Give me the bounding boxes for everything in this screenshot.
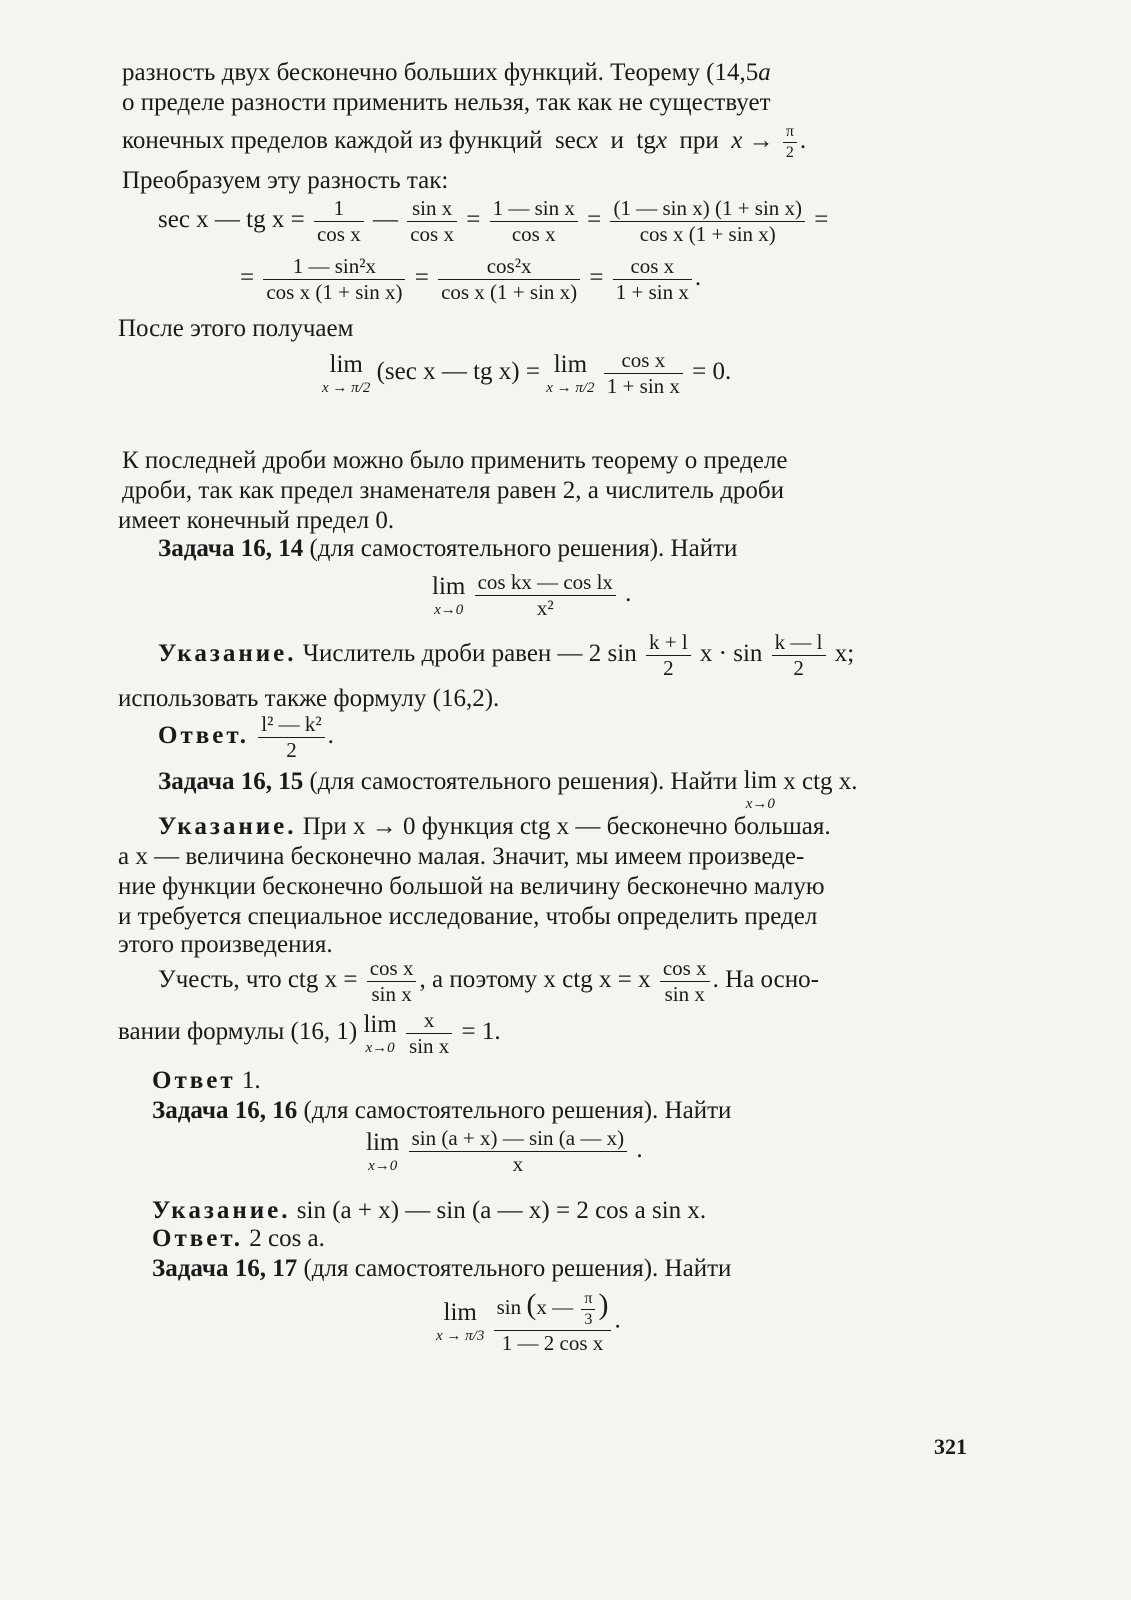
hint-16: Указание. sin (a + x) — sin (a — x) = 2 cos a sin x. (152, 1197, 707, 1224)
text-line: имеет конечный предел 0. (118, 507, 395, 534)
limit: lim x→0 (432, 572, 466, 618)
fraction: sin (x — $\frac{\pi}{3}$ ) 1 — 2 cos x (494, 1290, 612, 1354)
fraction: $\frac{1}{\text{cos x}}$ (314, 198, 364, 245)
text-line: этого произведения. (118, 931, 333, 958)
text-line: К последней дроби можно было применить теорему о пределе (122, 447, 788, 474)
equation-task-14: lim x→0 $\frac{\text{cos kx — cos lx}}{\text{x²}}$ . (432, 570, 632, 620)
fraction: $\frac{\text{cos x}}{\text{sin x}}$ (367, 958, 417, 1005)
fraction: $\frac{\text{l² — k²}}{2}$ (258, 714, 324, 761)
limit: lim x→0 (363, 1010, 397, 1056)
text-line: а x — величина бесконечно малая. Значит, мы имеем произведе- (118, 843, 805, 870)
text-line: Преобразуем эту разность так: (122, 167, 449, 194)
equation-task-16: lim x→0 $\frac{\sin (a + x) — \sin (a — x)}{x}$ . (366, 1126, 643, 1176)
task-heading: Задача 16, 15 (для самостоятельного решения). Найти lim x→0 x ctg x. (158, 767, 858, 812)
text-line: о пределе разности применить нельзя, так как не существует (122, 89, 771, 116)
text-line: ние функции бесконечно большой на величину бесконечно малую (118, 873, 825, 900)
fraction: $\frac{\text{cos²x}}{\text{cos x (1 + sin x)}}$ (438, 256, 580, 303)
equation-task-17: lim x → π/3 sin (x — $\frac{\pi}{3}$ ) 1 — 2 cos x . (436, 1288, 621, 1355)
text-line: и требуется специальное исследование, чтобы определить предел (118, 903, 818, 930)
equation-transform-2: = $\frac{\text{1 — sin²x}}{\text{cos x (1 + sin x)}}$ = $\frac{\text{cos²x}}{\text{cos x (1 + sin x)}}$ = $\frac{\text{cos x}}{\text{1 + sin x}}$ . (240, 254, 702, 304)
limit: lim x→0 (743, 767, 777, 812)
answer-16: Ответ. 2 cos a. (152, 1225, 325, 1252)
equation-transform-1: sec x — tg x = $\frac{1}{\text{cos x}}$ — $\frac{\text{sin x}}{\text{cos x}}$ = $\frac{\text{1 — sin x}}{\text{cos x}}$ = $\frac{\text{(1 — sin x) (1 + sin x)}}{\text{cos x (1 + sin x)}}$ = (158, 196, 829, 246)
limit: lim x → π/2 (322, 350, 371, 396)
page-number: 321 (934, 1434, 967, 1459)
fraction: $\frac{\sin (a + x) — \sin (a — x)}{x}$ (409, 1128, 627, 1175)
equation-limit-result: lim x → π/2 (sec x — tg x) = lim x → π/2 $\frac{\text{cos x}}{\text{1 + sin x}}$ = 0. (322, 348, 732, 398)
hint-14: Указание. Числитель дроби равен — 2 sin $\frac{k + l}{2}$ x · sin $\frac{k — l}{2}$ x; (158, 630, 855, 680)
task-heading: Задача 16, 16 (для самостоятельного решения). Найти (152, 1097, 732, 1124)
fraction: $\frac{\text{1 — sin x}}{\text{cos x}}$ (490, 198, 578, 245)
fraction-pi-over-3: $\frac{\pi}{3}$ (581, 1291, 595, 1328)
fraction: $\frac{\text{cos x}}{\text{sin x}}$ (660, 958, 710, 1005)
fraction: $\frac{k + l}{2}$ (646, 632, 691, 679)
text-line: После этого получаем (118, 315, 354, 342)
task-heading: Задача 16, 14 (для самостоятельного решения). Найти (158, 535, 738, 562)
text-line: конечных пределов каждой из функций secx и tgx при x → $\frac{\pi}{2}$ . (122, 123, 807, 161)
text-line: дроби, так как предел знаменателя равен 2, а числитель дроби (122, 477, 785, 504)
fraction: $\frac{\text{cos x}}{\text{1 + sin x}}$ (604, 350, 683, 397)
limit: lim x → π/3 (436, 1298, 485, 1344)
fraction-pi-over-2: $\frac{\pi}{2}$ (783, 124, 797, 161)
fraction: $\frac{\text{cos kx — cos lx}}{\text{x²}}$ (475, 572, 616, 619)
task-heading: Задача 16, 17 (для самостоятельного решения). Найти (152, 1255, 732, 1282)
fraction: $\frac{k — l}{2}$ (772, 632, 826, 679)
fraction: $\frac{\text{(1 — sin x) (1 + sin x)}}{\text{cos x (1 + sin x)}}$ (610, 198, 805, 245)
answer-15: Ответ 1. (152, 1067, 261, 1094)
limit: lim x → π/2 (546, 350, 595, 396)
text-line: разность двух бесконечно больших функций. Теорему (14,5а (122, 59, 771, 86)
limit: lim x→0 (366, 1128, 400, 1174)
fraction: $\frac{x}{\text{sin x}}$ (406, 1010, 452, 1057)
fraction: $\frac{\text{sin x}}{\text{cos x}}$ (407, 198, 457, 245)
note-15: Учесть, что ctg x = $\frac{\text{cos x}}{\text{sin x}}$ , а поэтому x ctg x = x $\frac{\text{cos x}}{\text{sin x}}$ . На осно- (158, 956, 819, 1006)
answer-14: Ответ. $\frac{\text{l² — k²}}{2}$ . (158, 712, 334, 762)
text-line: Указание. При x → 0 функция ctg x — бесконечно большая. (158, 813, 831, 840)
note-15-cont: вании формулы (16, 1) lim x→0 $\frac{x}{\text{sin x}}$ = 1. (118, 1008, 501, 1058)
fraction: $\frac{\text{1 — sin²x}}{\text{cos x (1 + sin x)}}$ (263, 256, 405, 303)
text-line: использовать также формулу (16,2). (118, 685, 500, 712)
fraction: $\frac{\text{cos x}}{\text{1 + sin x}}$ (613, 256, 692, 303)
